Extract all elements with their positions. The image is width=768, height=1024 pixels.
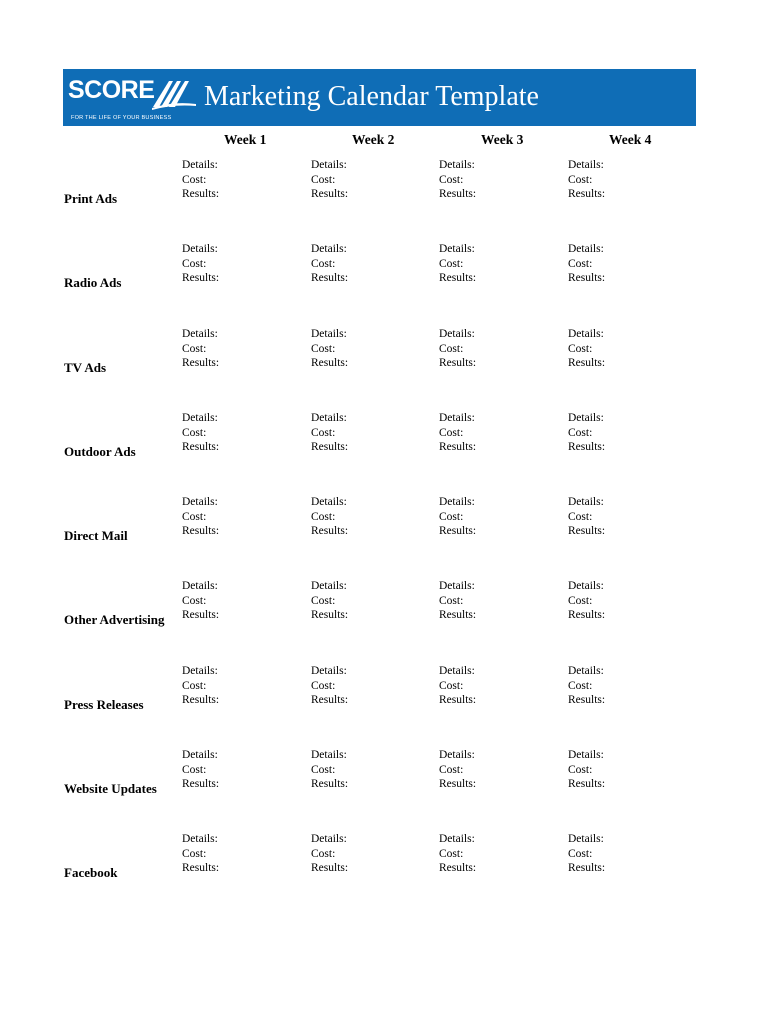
calendar-cell: [182, 327, 219, 371]
category-label: Website Updates: [64, 781, 157, 796]
calendar-cell: [182, 242, 219, 286]
results-label: Results:: [568, 862, 606, 875]
cost-label: Cost:: [311, 763, 336, 776]
cost-label: Cost:: [311, 426, 336, 439]
calendar-cell: [439, 327, 476, 371]
results-label: Results:: [439, 694, 477, 707]
calendar-cell: [568, 242, 605, 286]
cost-label: Cost:: [311, 257, 336, 270]
calendar-cell: [311, 832, 348, 876]
calendar-cell: [568, 411, 605, 455]
details-label: Details:: [568, 496, 604, 508]
results-label: Results:: [439, 441, 477, 454]
score-swoosh-icon: [151, 77, 197, 111]
calendar-cell: [182, 158, 219, 202]
cost-label: Cost:: [182, 342, 207, 355]
cost-label: Cost:: [568, 510, 593, 523]
calendar-cell: [311, 158, 348, 202]
results-label: Results:: [439, 778, 477, 791]
results-label: Results:: [311, 272, 349, 285]
results-label: Results:: [439, 188, 477, 201]
calendar-cell: [182, 579, 219, 623]
results-label: Results:: [182, 272, 220, 285]
details-label: Details:: [568, 159, 604, 171]
results-label: Results:: [439, 357, 477, 370]
results-label: Results:: [568, 441, 606, 454]
calendar-cell: [568, 664, 605, 708]
logo-tagline: FOR THE LIFE OF YOUR BUSINESS: [71, 115, 172, 121]
details-label: Details:: [568, 243, 604, 255]
calendar-cell: [182, 664, 219, 708]
results-label: Results:: [311, 609, 349, 622]
calendar-cell: [568, 495, 605, 539]
cost-label: Cost:: [439, 510, 464, 523]
details-label: Details:: [439, 496, 475, 508]
calendar-cell: [311, 664, 348, 708]
details-label: Details:: [311, 580, 347, 592]
cost-label: Cost:: [311, 342, 336, 355]
results-label: Results:: [311, 862, 349, 875]
category-label: Facebook: [64, 865, 118, 880]
calendar-cell: [568, 832, 605, 876]
cost-label: Cost:: [182, 510, 207, 523]
results-label: Results:: [311, 441, 349, 454]
calendar-cell: [568, 158, 605, 202]
details-label: Details:: [182, 665, 218, 677]
cost-label: Cost:: [439, 679, 464, 692]
category-label: Outdoor Ads: [64, 444, 136, 459]
details-label: Details:: [182, 580, 218, 592]
details-label: Details:: [568, 580, 604, 592]
cost-label: Cost:: [311, 594, 336, 607]
cost-label: Cost:: [182, 426, 207, 439]
week-header-3: Week 3: [481, 132, 524, 147]
details-label: Details:: [439, 412, 475, 424]
details-label: Details:: [568, 665, 604, 677]
calendar-cell: [182, 748, 219, 792]
category-label: Other Advertising: [64, 612, 165, 627]
cost-label: Cost:: [439, 173, 464, 186]
cost-label: Cost:: [439, 257, 464, 270]
details-label: Details:: [439, 159, 475, 171]
week-header-2: Week 2: [352, 132, 395, 147]
details-label: Details:: [439, 328, 475, 340]
cost-label: Cost:: [568, 173, 593, 186]
results-label: Results:: [439, 609, 477, 622]
calendar-cell: [568, 327, 605, 371]
calendar-cell: [439, 748, 476, 792]
details-label: Details:: [568, 328, 604, 340]
cost-label: Cost:: [311, 679, 336, 692]
calendar-cell: [439, 832, 476, 876]
details-label: Details:: [311, 412, 347, 424]
calendar-cell: [568, 579, 605, 623]
results-label: Results:: [311, 694, 349, 707]
calendar-cell: [439, 579, 476, 623]
details-label: Details:: [439, 580, 475, 592]
logo-wordmark: SCORE: [68, 76, 155, 104]
results-label: Results:: [568, 188, 606, 201]
cost-label: Cost:: [568, 342, 593, 355]
cost-label: Cost:: [568, 763, 593, 776]
cost-label: Cost:: [568, 679, 593, 692]
results-label: Results:: [568, 357, 606, 370]
results-label: Results:: [311, 188, 349, 201]
header-banner: [63, 69, 696, 126]
calendar-cell: [182, 495, 219, 539]
cost-label: Cost:: [568, 594, 593, 607]
week-header-4: Week 4: [609, 132, 652, 147]
page-title: Marketing Calendar Template: [204, 81, 539, 112]
cost-label: Cost:: [439, 426, 464, 439]
calendar-cell: [182, 832, 219, 876]
cost-label: Cost:: [182, 594, 207, 607]
calendar-cell: [439, 664, 476, 708]
details-label: Details:: [439, 665, 475, 677]
cost-label: Cost:: [568, 426, 593, 439]
results-label: Results:: [182, 357, 220, 370]
cost-label: Cost:: [182, 173, 207, 186]
results-label: Results:: [311, 778, 349, 791]
results-label: Results:: [568, 609, 606, 622]
details-label: Details:: [311, 243, 347, 255]
details-label: Details:: [182, 159, 218, 171]
results-label: Results:: [182, 188, 220, 201]
calendar-cell: [568, 748, 605, 792]
category-label: Press Releases: [64, 697, 144, 712]
details-label: Details:: [439, 749, 475, 761]
details-label: Details:: [311, 159, 347, 171]
cost-label: Cost:: [568, 257, 593, 270]
details-label: Details:: [182, 328, 218, 340]
cost-label: Cost:: [311, 847, 336, 860]
cost-label: Cost:: [311, 510, 336, 523]
calendar-cell: [311, 495, 348, 539]
category-label: Print Ads: [64, 191, 118, 206]
cost-label: Cost:: [182, 763, 207, 776]
results-label: Results:: [311, 525, 349, 538]
week-header-1: Week 1: [224, 132, 267, 147]
results-label: Results:: [182, 862, 220, 875]
results-label: Results:: [439, 862, 477, 875]
calendar-cell: [439, 411, 476, 455]
category-label: TV Ads: [64, 360, 107, 375]
cost-label: Cost:: [439, 763, 464, 776]
calendar-cell: [311, 242, 348, 286]
cost-label: Cost:: [439, 342, 464, 355]
details-label: Details:: [182, 412, 218, 424]
results-label: Results:: [568, 778, 606, 791]
details-label: Details:: [568, 749, 604, 761]
details-label: Details:: [568, 412, 604, 424]
results-label: Results:: [182, 525, 220, 538]
calendar-cell: [311, 579, 348, 623]
results-label: Results:: [182, 778, 220, 791]
score-logo: [65, 75, 201, 125]
cost-label: Cost:: [182, 257, 207, 270]
results-label: Results:: [311, 357, 349, 370]
calendar-cell: [439, 495, 476, 539]
results-label: Results:: [182, 694, 220, 707]
details-label: Details:: [182, 243, 218, 255]
details-label: Details:: [311, 749, 347, 761]
calendar-cell: [311, 327, 348, 371]
cost-label: Cost:: [182, 679, 207, 692]
details-label: Details:: [568, 833, 604, 845]
calendar-cell: [182, 411, 219, 455]
details-label: Details:: [311, 496, 347, 508]
cost-label: Cost:: [568, 847, 593, 860]
results-label: Results:: [439, 525, 477, 538]
details-label: Details:: [182, 749, 218, 761]
details-label: Details:: [311, 665, 347, 677]
details-label: Details:: [439, 243, 475, 255]
calendar-cell: [439, 158, 476, 202]
results-label: Results:: [568, 694, 606, 707]
details-label: Details:: [439, 833, 475, 845]
calendar-cell: [311, 411, 348, 455]
calendar-cell: [311, 748, 348, 792]
category-label: Direct Mail: [64, 528, 128, 543]
details-label: Details:: [311, 328, 347, 340]
calendar-cell: [439, 242, 476, 286]
details-label: Details:: [182, 833, 218, 845]
details-label: Details:: [311, 833, 347, 845]
results-label: Results:: [568, 525, 606, 538]
results-label: Results:: [182, 441, 220, 454]
cost-label: Cost:: [439, 594, 464, 607]
results-label: Results:: [182, 609, 220, 622]
cost-label: Cost:: [311, 173, 336, 186]
results-label: Results:: [568, 272, 606, 285]
category-label: Radio Ads: [64, 275, 122, 290]
cost-label: Cost:: [182, 847, 207, 860]
cost-label: Cost:: [439, 847, 464, 860]
results-label: Results:: [439, 272, 477, 285]
details-label: Details:: [182, 496, 218, 508]
